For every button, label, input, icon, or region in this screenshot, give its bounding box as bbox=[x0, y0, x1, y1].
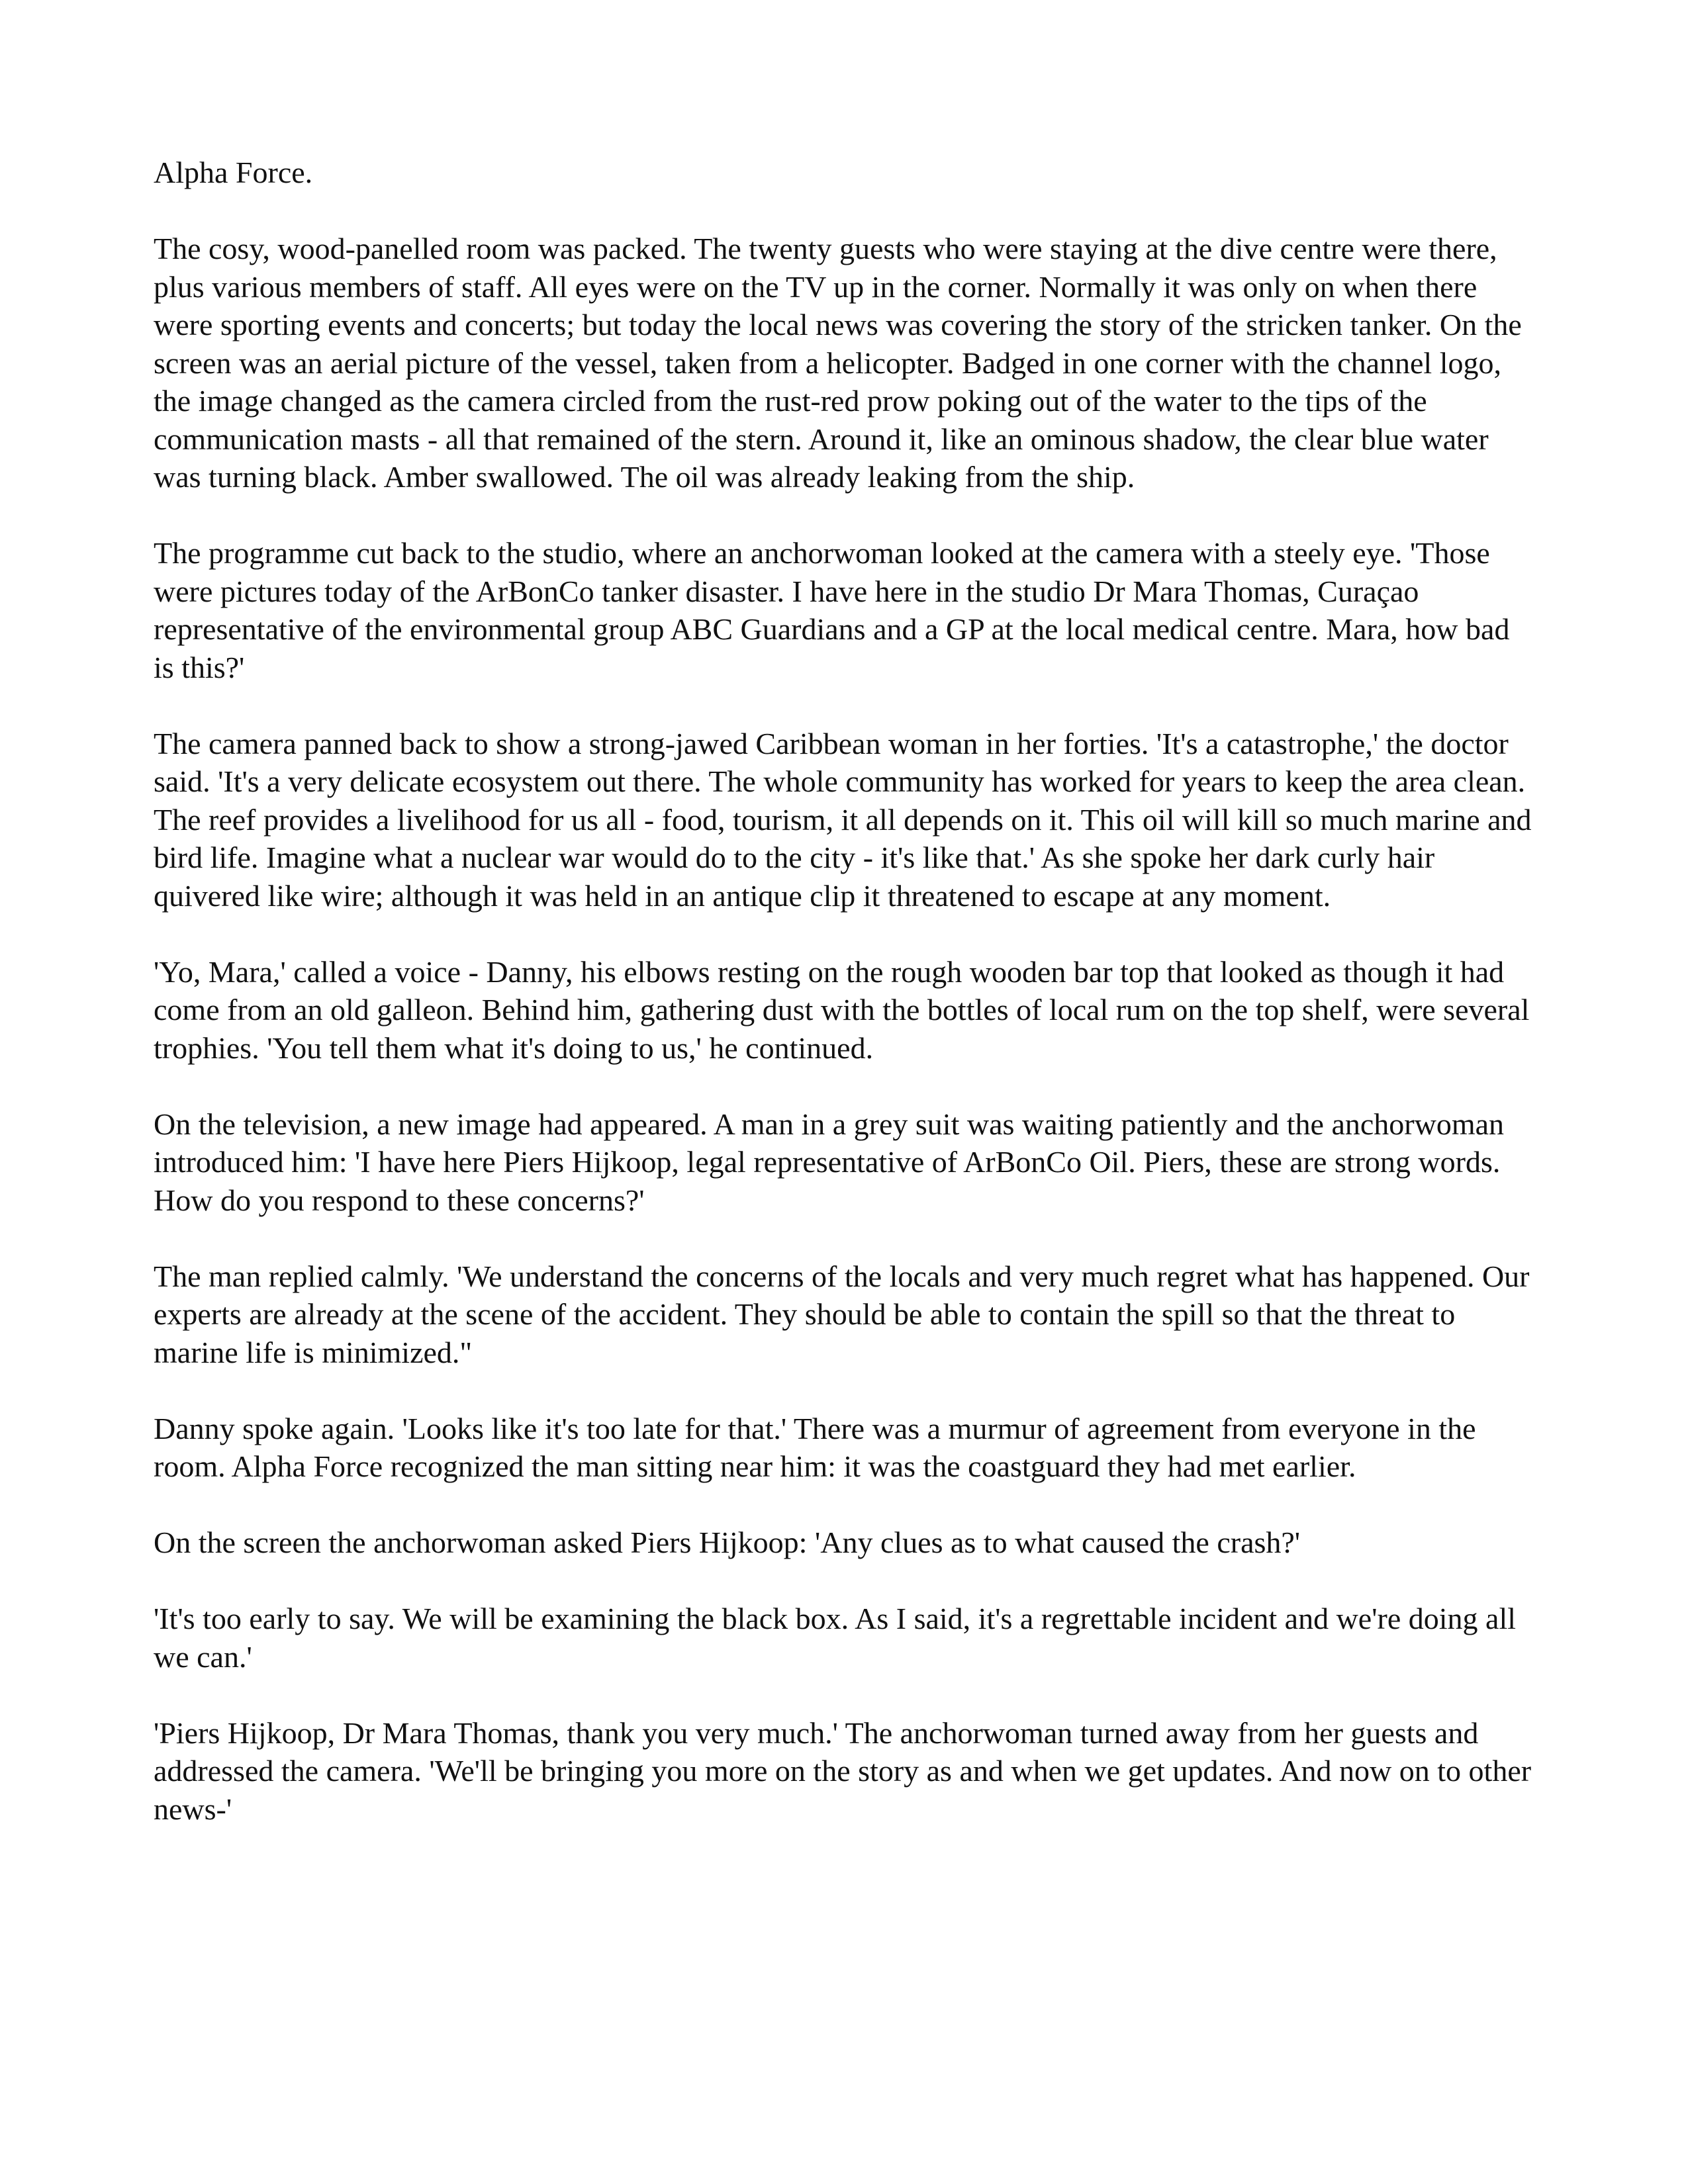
paragraph: The cosy, wood-panelled room was packed. The twenty guests who were staying at the dive centre were there, plus various members of staff. All eyes were on the TV up in the corner. Normally it was only on when there were sporting events and concerts; but today the local news was covering the story of the stricken tanker. On the screen was an aerial picture of the vessel, taken from a helicopter. Badged in one corner with the channel logo, the image changed as the camera circled from the rust-red prow poking out of the water to the tips of the communication masts - all that remained of the stern. Around it, like an ominous shadow, the clear blue water was turning black. Amber swallowed. The oil was already leaking from the ship. bbox=[154, 232, 1522, 494]
paragraph: The programme cut back to the studio, where an anchorwoman looked at the camera with a steely eye. 'Those were pictures today of the ArBonCo tanker disaster. I have here in the studio Dr Mara Thomas, Curaçao representative of the environmental group ABC Guardians and a GP at the local medical centre. Mara, how bad is this?' bbox=[154, 536, 1510, 684]
paragraph: The camera panned back to show a strong-jawed Caribbean woman in her forties. 'It's a catastrophe,' the doctor said. 'It's a very delicate ecosystem out there. The whole community has worked for years to keep the area clean. The reef provides a livelihood for us all - food, tourism, it all depends on it. This oil will kill so much marine and bird life. Imagine what a nuclear war would do to the city - it's like that.' As she spoke her dark curly hair quivered like wire; although it was held in an antique clip it threatened to escape at any moment. bbox=[154, 726, 1532, 913]
paragraph-title: Alpha Force. bbox=[154, 156, 313, 189]
paragraph: The man replied calmly. 'We understand the concerns of the locals and very much regret what has happened. Our experts are already at the scene of the accident. They should be able to contain the spill so that the threat to marine life is minimized." bbox=[154, 1259, 1530, 1369]
paragraph: Danny spoke again. 'Looks like it's too late for that.' There was a murmur of agreement from everyone in the room. Alpha Force recognized the man sitting near him: it was the coastguard they had met earlier. bbox=[154, 1411, 1476, 1483]
paragraph: 'It's too early to say. We will be examining the black box. As I said, it's a regrettable incident and we're doing all we can.' bbox=[154, 1602, 1517, 1674]
document-body bbox=[154, 154, 1537, 1866]
paragraph: 'Piers Hijkoop, Dr Mara Thomas, thank you very much.' The anchorwoman turned away from her guests and addressed the camera. 'We'll be bringing you more on the story as and when we get updates. And now on to other news-' bbox=[154, 1715, 1532, 1826]
paragraph: 'Yo, Mara,' called a voice - Danny, his elbows resting on the rough wooden bar top that looked as though it had come from an old galleon. Behind him, gathering dust with the bottles of local rum on the top shelf, were several trophies. 'You tell them what it's doing to us,' he continued. bbox=[154, 954, 1530, 1065]
paragraph: On the screen the anchorwoman asked Piers Hijkoop: 'Any clues as to what caused the crash?' bbox=[154, 1525, 1301, 1559]
paragraph: On the television, a new image had appeared. A man in a grey suit was waiting patiently and the anchorwoman introduced him: 'I have here Piers Hijkoop, legal representative of ArBonCo Oil. Piers, these are strong words. How do you respond to these concerns?' bbox=[154, 1107, 1505, 1217]
